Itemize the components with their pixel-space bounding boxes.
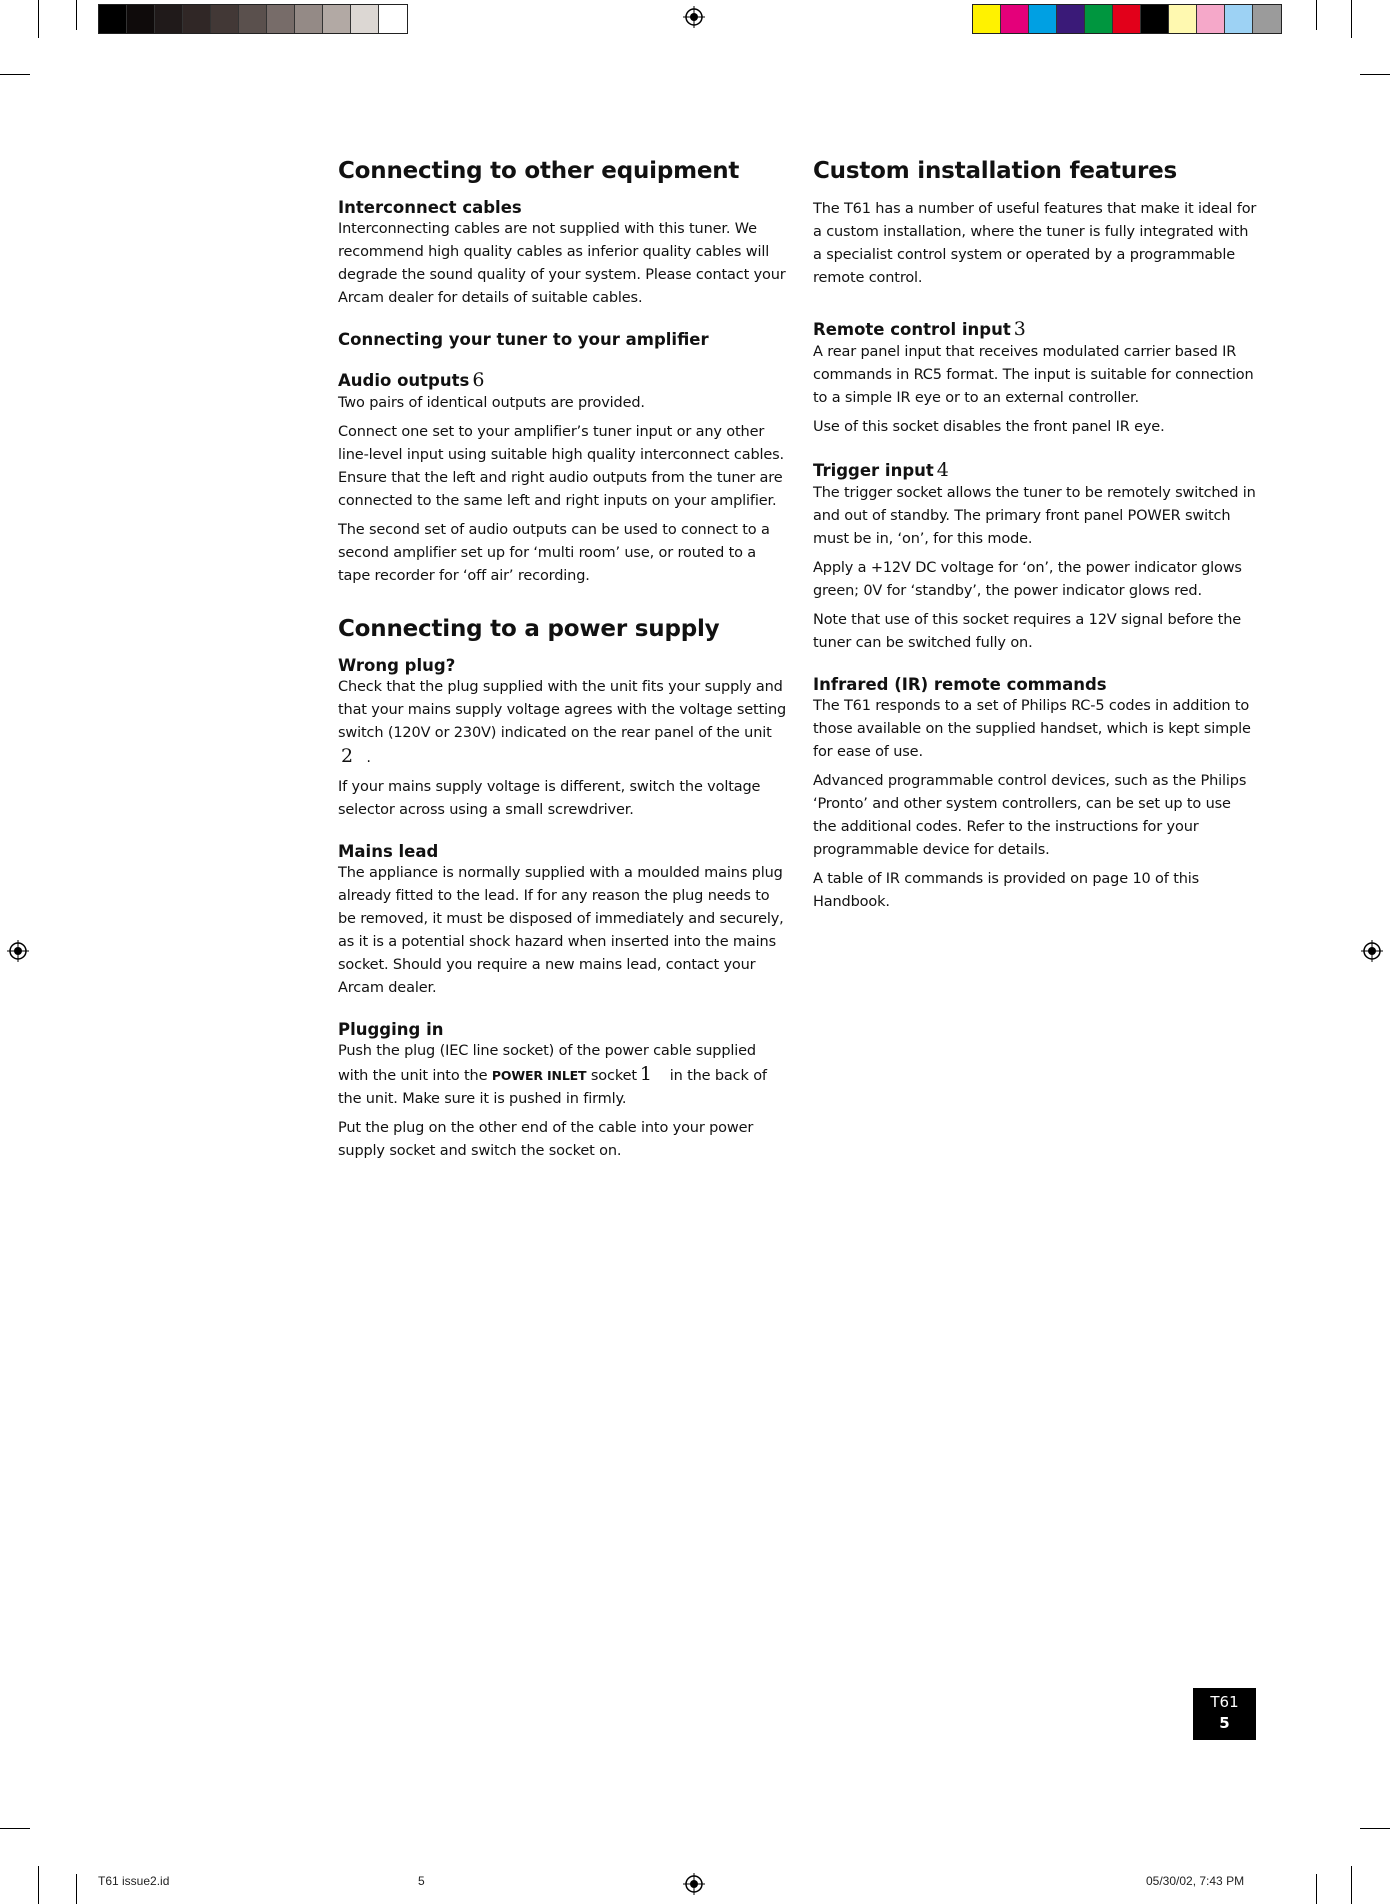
footer-datetime: 05/30/02, 7:43 PM xyxy=(1146,1874,1245,1888)
paragraph xyxy=(338,676,788,770)
paragraph: The T61 has a number of useful features that make it ideal for a custom installation, where the tuner is fully integrated with a specialist control system or operated by a programmable remote control. xyxy=(813,201,1257,286)
crop-mark xyxy=(76,1874,77,1904)
callout-number: 3 xyxy=(1013,318,1026,340)
paragraph: The second set of audio outputs can be used to connect to a second amplifier set up for ‘multi room’ use, or routed to a tape recorder for ‘off air’ recording. xyxy=(338,522,770,584)
color-swatch xyxy=(295,5,323,33)
color-swatch xyxy=(239,5,267,33)
heading-audio-outputs xyxy=(338,369,788,391)
heading-plugging-in: Plugging in xyxy=(338,1020,444,1039)
registration-mark-icon xyxy=(683,6,705,28)
color-swatch xyxy=(351,5,379,33)
heading-wrong-plug: Wrong plug? xyxy=(338,656,456,675)
process-color-bar xyxy=(972,4,1282,34)
heading-text: Trigger input xyxy=(813,461,934,480)
callout-number: 2 xyxy=(341,745,353,767)
paragraph: A rear panel input that receives modulated carrier based IR commands in RC5 format. The input is suitable for connection to a simple IR eye or to an external controller. xyxy=(813,344,1254,406)
callout-number: 1 xyxy=(639,1063,652,1085)
crop-mark xyxy=(1360,1828,1390,1829)
heading-connecting-amplifier: Connecting your tuner to your amplifier xyxy=(338,330,709,349)
crop-mark xyxy=(1351,0,1352,38)
grayscale-color-bar xyxy=(98,4,408,34)
heading-text: Audio outputs xyxy=(338,371,470,390)
color-swatch xyxy=(1001,5,1029,33)
crop-mark xyxy=(38,0,39,38)
registration-mark-icon xyxy=(1361,940,1383,962)
heading-remote-control-input xyxy=(813,318,1258,340)
crop-mark xyxy=(76,0,77,30)
paragraph-text: Push the plug (IEC line socket) of the power cable supplied with the unit into the xyxy=(338,1043,756,1084)
callout-number: 6 xyxy=(472,369,485,391)
paragraph xyxy=(338,1040,788,1111)
paragraph: Put the plug on the other end of the cable into your power supply socket and switch the socket on. xyxy=(338,1120,754,1159)
paragraph: Note that use of this socket requires a 12V signal before the tuner can be switched fully on. xyxy=(813,612,1242,651)
paragraph: If your mains supply voltage is different, switch the voltage selector across using a small screwdriver. xyxy=(338,779,761,818)
color-swatch xyxy=(379,5,407,33)
paragraph: Use of this socket disables the front panel IR eye. xyxy=(813,419,1165,435)
left-column xyxy=(338,158,788,1169)
color-swatch xyxy=(1085,5,1113,33)
crop-mark xyxy=(0,74,30,75)
paragraph-text: . xyxy=(366,750,371,766)
color-swatch xyxy=(1057,5,1085,33)
footer-page: 5 xyxy=(418,1874,425,1888)
color-swatch xyxy=(127,5,155,33)
paragraph: Apply a +12V DC voltage for ‘on’, the power indicator glows green; 0V for ‘standby’, the power indicator glows red. xyxy=(813,560,1242,599)
footer-filename: T61 issue2.id xyxy=(98,1874,170,1888)
color-swatch xyxy=(267,5,295,33)
paragraph: The T61 responds to a set of Philips RC-5 codes in addition to those available on the supplied handset, which is kept simple for ease of use. xyxy=(813,698,1251,760)
color-swatch xyxy=(1197,5,1225,33)
color-swatch xyxy=(183,5,211,33)
color-swatch xyxy=(1169,5,1197,33)
section-title-power-supply: Connecting to a power supply xyxy=(338,616,720,642)
heading-mains-lead: Mains lead xyxy=(338,842,439,861)
heading-text: Remote control input xyxy=(813,320,1011,339)
section-title-custom-installation: Custom installation features xyxy=(813,158,1178,184)
paragraph: Connect one set to your amplifier’s tuner input or any other line-level input using suitable high quality interconnect cables. Ensure that the left and right audio outputs from the tuner are connected to the same left and right inputs on your amplifier. xyxy=(338,424,785,509)
paragraph: A table of IR commands is provided on page 10 of this Handbook. xyxy=(813,871,1200,910)
color-swatch xyxy=(1029,5,1057,33)
crop-mark xyxy=(38,1866,39,1904)
heading-infrared-commands: Infrared (IR) remote commands xyxy=(813,675,1107,694)
color-swatch xyxy=(155,5,183,33)
registration-mark-icon xyxy=(7,940,29,962)
color-swatch xyxy=(1225,5,1253,33)
crop-mark xyxy=(1316,1874,1317,1904)
color-swatch xyxy=(211,5,239,33)
color-swatch xyxy=(973,5,1001,33)
heading-trigger-input xyxy=(813,459,1258,481)
paragraph: The appliance is normally supplied with a moulded mains plug already fitted to the lead. If for any reason the plug needs to be removed, it must be disposed of immediately and securely, as it is a potential shock hazard when inserted into the mains socket. Should you require a new mains lead, contact your Arcam dealer. xyxy=(338,865,784,996)
heading-interconnect-cables: Interconnect cables xyxy=(338,198,522,217)
callout-number: 4 xyxy=(936,459,949,481)
color-swatch xyxy=(1253,5,1281,33)
page-number-box xyxy=(1193,1688,1256,1740)
paragraph-text: Check that the plug supplied with the unit fits your supply and that your mains supply voltage agrees with the voltage setting switch (120V or 230V) indicated on the rear panel of the unit xyxy=(338,679,787,741)
paragraph: Interconnecting cables are not supplied with this tuner. We recommend high quality cables as inferior quality cables will degrade the sound quality of your system. Please contact your Arcam dealer for details of suitable cables. xyxy=(338,221,786,306)
crop-mark xyxy=(0,1828,30,1829)
crop-mark xyxy=(1351,1866,1352,1904)
registration-mark-icon xyxy=(683,1873,705,1895)
page-number: 5 xyxy=(1219,1714,1230,1732)
crop-mark xyxy=(1360,74,1390,75)
color-swatch xyxy=(1113,5,1141,33)
section-title-connecting-equipment: Connecting to other equipment xyxy=(338,158,740,184)
color-swatch xyxy=(1141,5,1169,33)
paragraph: The trigger socket allows the tuner to be remotely switched in and out of standby. The primary front panel POWER switch must be in, ‘on’, for this mode. xyxy=(813,485,1256,547)
color-swatch xyxy=(323,5,351,33)
crop-mark xyxy=(1316,0,1317,30)
paragraph-text: socket xyxy=(590,1068,637,1084)
paragraph-text: in the back of the unit. Make sure it is pushed in firmly. xyxy=(338,1068,767,1107)
color-swatch xyxy=(99,5,127,33)
power-inlet-label: POWER INLET xyxy=(491,1068,587,1083)
paragraph: Two pairs of identical outputs are provided. xyxy=(338,395,645,411)
paragraph: Advanced programmable control devices, such as the Philips ‘Pronto’ and other system controllers, can be set up to use the additional codes. Refer to the instructions for your programmable device for details. xyxy=(813,773,1247,858)
right-column xyxy=(813,158,1258,920)
model-label: T61 xyxy=(1210,1693,1239,1711)
